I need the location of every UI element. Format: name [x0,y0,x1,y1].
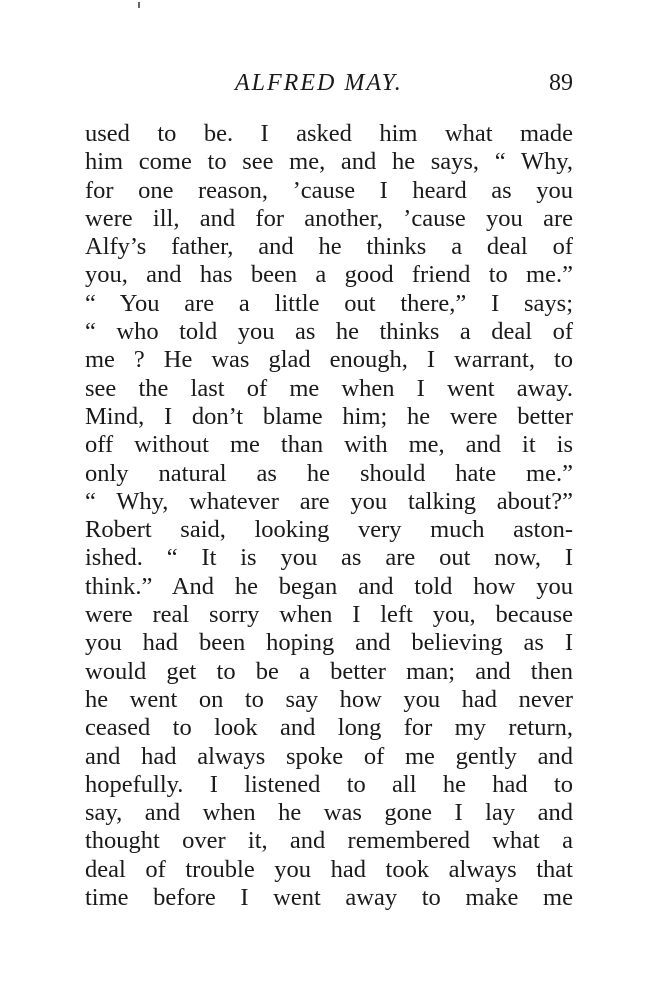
text-line: you had been hoping and believing as I [85,629,573,657]
text-line: were ill, and for another, ’cause you are [85,204,573,232]
running-title: ALFRED MAY. [235,70,403,96]
text-line: “ who told you as he thinks a deal of [85,318,573,346]
page-header [85,70,573,100]
text-line: Alfy’s father, and he thinks a deal of [85,233,573,261]
text-line: you, and has been a good friend to me.” [85,261,573,289]
text-line: ceased to look and long for my return, [85,714,573,742]
text-line: hopefully. I listened to all he had to [85,770,573,798]
body-text [85,120,573,912]
text-line: “ Why, whatever are you talking about?” [85,487,573,515]
text-line: thought over it, and remembered what a [85,827,573,855]
text-line: deal of trouble you had took always that [85,855,573,883]
text-line: time before I went away to make me [85,884,573,912]
text-line: ished. “ It is you as are out now, I [85,544,573,572]
text-line: he went on to say how you had never [85,685,573,713]
text-line: and had always spoke of me gently and [85,742,573,770]
text-line: see the last of me when I went away. [85,374,573,402]
text-line: would get to be a better man; and then [85,657,573,685]
text-line: Robert said, looking very much aston- [85,516,573,544]
text-line: used to be. I asked him what made [85,120,573,147]
text-line: were real sorry when I left you, because [85,601,573,629]
text-line: say, and when he was gone I lay and [85,799,573,827]
text-line: me ? He was glad enough, I warrant, to [85,346,573,374]
text-line: Mind, I don’t blame him; he were better [85,402,573,430]
print-speck [138,2,140,8]
page-number: 89 [549,70,573,96]
text-line: off without me than with me, and it is [85,431,573,459]
text-line: him come to see me, and he says, “ Why, [85,148,573,176]
text-line: only natural as he should hate me.” [85,459,573,487]
text-line: for one reason, ’cause I heard as you [85,176,573,204]
text-line: think.” And he began and told how you [85,572,573,600]
text-line: “ You are a little out there,” I says; [85,289,573,317]
